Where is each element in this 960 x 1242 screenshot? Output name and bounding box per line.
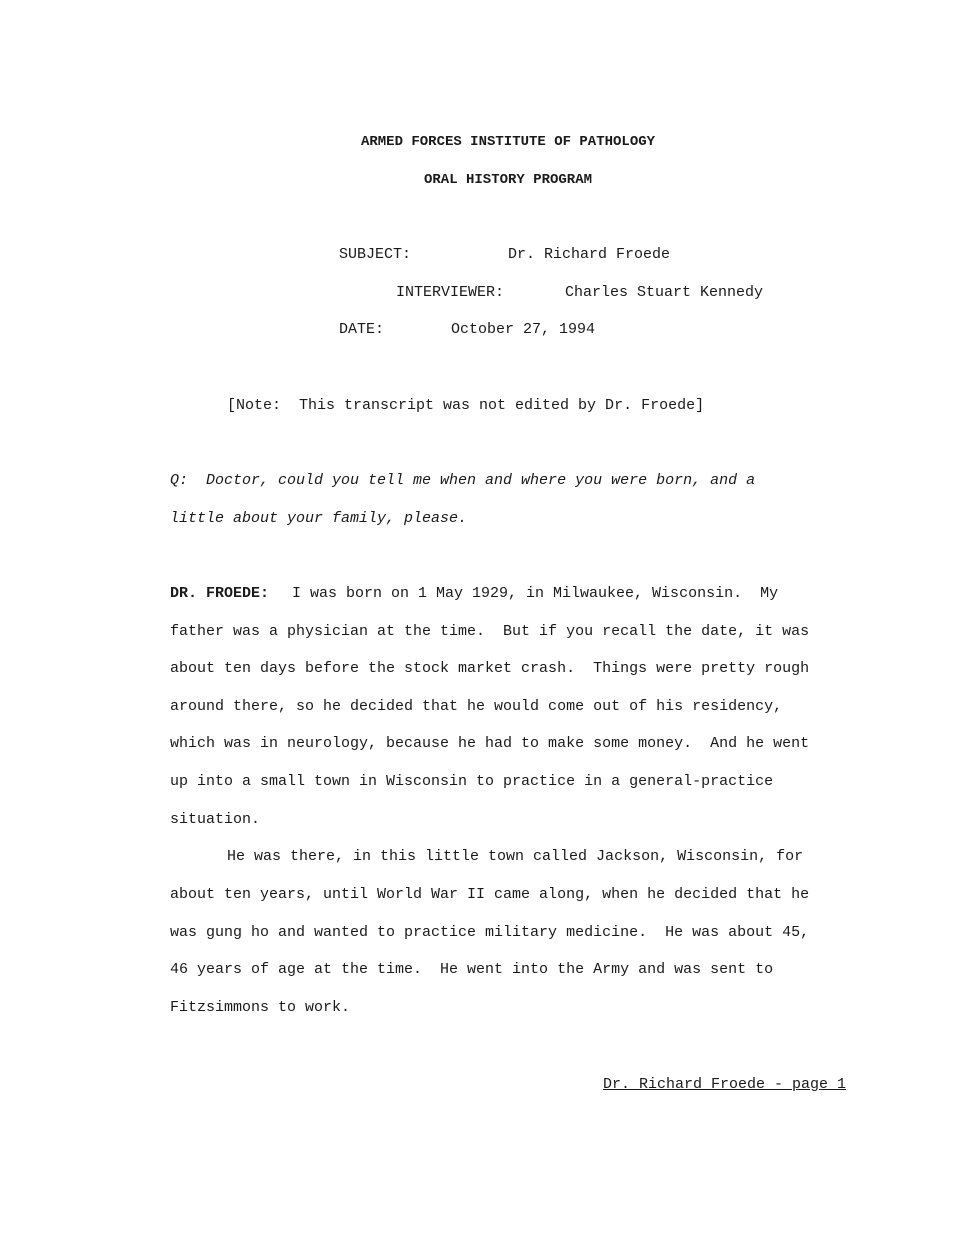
answer-line: Fitzsimmons to work. xyxy=(170,999,351,1016)
interviewer-value: Charles Stuart Kennedy xyxy=(565,284,764,301)
editor-note: [Note: This transcript was not edited by Dr. Froede] xyxy=(227,397,705,414)
answer-line: about ten days before the stock market crash. Things were pretty rough xyxy=(170,660,810,677)
subject-label: SUBJECT: xyxy=(339,246,412,263)
answer-line: about ten years, until World War II came along, when he decided that he xyxy=(170,886,810,903)
answer-line: was gung ho and wanted to practice military medicine. He was about 45, xyxy=(170,924,810,941)
answer-line: He was there, in this little town called Jackson, Wisconsin, for xyxy=(227,848,804,865)
subject-value: Dr. Richard Froede xyxy=(508,246,671,263)
answer-line: situation. xyxy=(170,811,261,828)
answer-line: up into a small town in Wisconsin to practice in a general-practice xyxy=(170,773,774,790)
date-label: DATE: xyxy=(339,321,385,338)
date-value: October 27, 1994 xyxy=(451,321,596,338)
question-line-1: Q: Doctor, could you tell me when and where you were born, and a xyxy=(170,472,756,489)
answer-line: around there, so he decided that he would come out of his residency, xyxy=(170,698,783,715)
interviewer-label: INTERVIEWER: xyxy=(396,284,505,301)
answer-line: which was in neurology, because he had to make some money. And he went xyxy=(170,735,810,752)
answer-line: 46 years of age at the time. He went into the Army and was sent to xyxy=(170,961,774,978)
page-footer: Dr. Richard Froede - page 1 xyxy=(602,1076,846,1093)
answer-line: I was born on 1 May 1929, in Milwaukee, Wisconsin. My xyxy=(292,585,779,602)
program-title: ORAL HISTORY PROGRAM xyxy=(423,172,593,188)
answer-line: father was a physician at the time. But if you recall the date, it was xyxy=(170,623,810,640)
institute-title: ARMED FORCES INSTITUTE OF PATHOLOGY xyxy=(360,134,656,150)
speaker-label: DR. FROEDE: xyxy=(170,585,270,602)
question-line-2: little about your family, please. xyxy=(170,510,468,527)
